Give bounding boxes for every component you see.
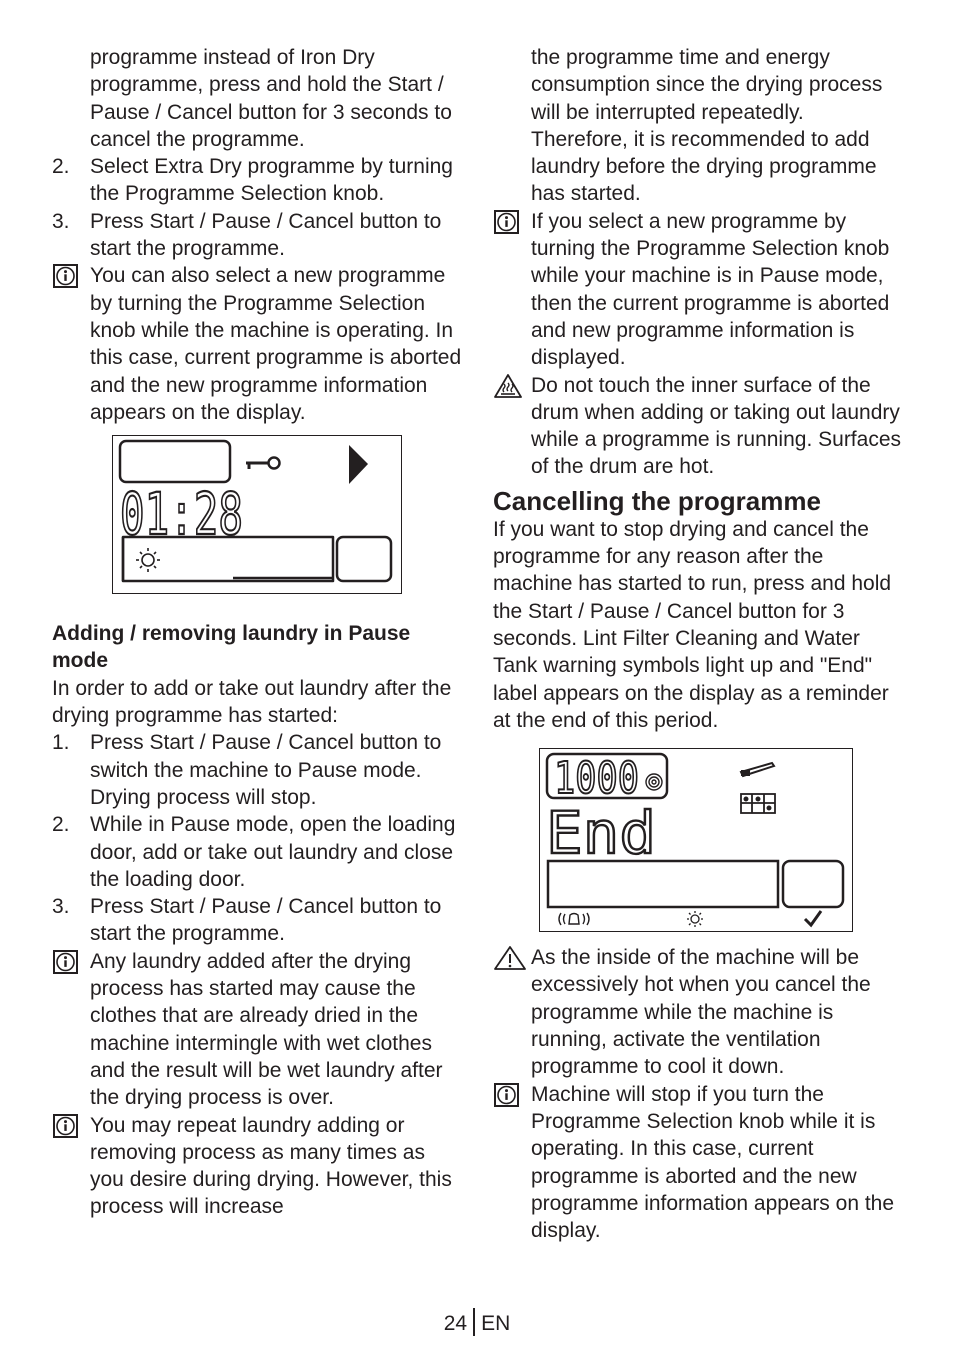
- step-number: 2.: [52, 813, 70, 837]
- step-item: [52, 729, 462, 811]
- sun-icon: [136, 548, 160, 572]
- info-text: You may repeat laundry adding or removing process as many times as you desire during drying. However, this process will increase: [90, 1113, 452, 1219]
- info-note: [493, 208, 905, 372]
- right-column: [493, 44, 905, 1244]
- info-text: If you select a new programme by turning the Programme Selection knob while your machine is in Pause mode, then the current programme is aborted and new programme information is displayed.: [531, 209, 890, 370]
- sun-icon: [687, 911, 703, 927]
- warning-text: As the inside of the machine will be excessively hot when you cancel the programme while the machine is running, activate the ventilation programme to cool it down.: [531, 946, 871, 1079]
- info-icon: [494, 210, 519, 234]
- display-pause-01-28: [112, 435, 402, 594]
- step-number: 2.: [52, 155, 70, 179]
- info-text: Any laundry added after the drying process has started may cause the clothes that are already dried in the machine intermingle with wet clothes and the result will be wet laundry after the drying process is over.: [90, 949, 443, 1110]
- display-word: End: [546, 799, 656, 868]
- info-note: [52, 262, 462, 426]
- subheading-pause-mode: Adding / removing laundry in Pause mode: [52, 622, 411, 673]
- lint-filter-icon: [741, 763, 774, 776]
- intro-text: In order to add or take out laundry after the drying programme has started:: [52, 676, 452, 728]
- info-note: [52, 1112, 462, 1221]
- check-icon: [805, 911, 821, 925]
- step-text: Press Start / Pause / Cancel button to switch the machine to Pause mode. Drying process will stop.: [90, 731, 442, 809]
- key-lock-icon: [246, 458, 280, 470]
- step-item: [52, 153, 462, 208]
- left-column: [52, 44, 462, 1221]
- warning-note: [493, 944, 905, 1080]
- hot-surface-warning: [493, 372, 905, 481]
- step-item: [52, 811, 462, 893]
- info-icon: [494, 1083, 519, 1107]
- step-number: 1.: [52, 731, 70, 755]
- info-note: [493, 1081, 905, 1245]
- play-icon: [349, 445, 368, 484]
- buzzer-icon: [559, 913, 589, 925]
- step-text: Press Start / Pause / Cancel button to start the programme.: [90, 209, 442, 261]
- spin-icon: [646, 774, 662, 790]
- step-number: 3.: [52, 895, 70, 919]
- step-text: While in Pause mode, open the loading door, add or take out laundry and close the loading door.: [90, 813, 456, 891]
- step-item: [52, 893, 462, 948]
- display-end: [539, 748, 853, 932]
- info-icon: [53, 264, 78, 288]
- page-footer: [0, 1308, 954, 1337]
- info-note: [52, 948, 462, 1112]
- language-code: EN: [481, 1312, 511, 1335]
- warning-text: Do not touch the inner surface of the drum when adding or taking out laundry while a programme is running. Surfaces of the drum are hot.: [531, 373, 902, 479]
- display-time: 01:28: [120, 480, 243, 549]
- info-icon: [53, 950, 78, 974]
- continued-text: the programme time and energy consumption since the drying process will be interrupted repeatedly. Therefore, it is recommended to add laundry before the drying programme has started.: [531, 46, 883, 206]
- info-text: Machine will stop if you turn the Programme Selection knob while it is operating. In this case, current programme is aborted and the new programme information appears on the display.: [531, 1082, 895, 1243]
- section-text: If you want to stop drying and cancel the programme for any reason after the machine has started to run, press and hold the Start / Pause / Cancel button for 3 seconds. Lint Filter Cleaning and Water Tank warning symbols light up and "End" label appears on the display as a reminder at the end of this period.: [493, 517, 892, 732]
- info-icon: [53, 1114, 78, 1138]
- warning-icon: [493, 945, 527, 971]
- hot-surface-icon: [493, 373, 523, 399]
- footer-divider: [473, 1308, 475, 1336]
- step-number: 3.: [52, 209, 70, 233]
- info-text: You can also select a new programme by turning the Programme Selection knob while the machine is operating. In this case, current programme is aborted and the new programme information appears on the display.: [90, 264, 462, 424]
- page-number: 24: [443, 1312, 468, 1335]
- continued-text: programme instead of Iron Dry programme, press and hold the Start / Pause / Cancel button for 3 seconds to cancel the programme.: [90, 46, 452, 151]
- section-heading-cancelling: Cancelling the programme: [493, 485, 821, 516]
- step-text: Press Start / Pause / Cancel button to start the programme.: [90, 895, 442, 946]
- step-item: [52, 208, 462, 263]
- display-digits: 1000: [554, 753, 639, 805]
- step-text: Select Extra Dry programme by turning the Programme Selection knob.: [90, 155, 453, 206]
- water-tank-icon: [741, 794, 775, 813]
